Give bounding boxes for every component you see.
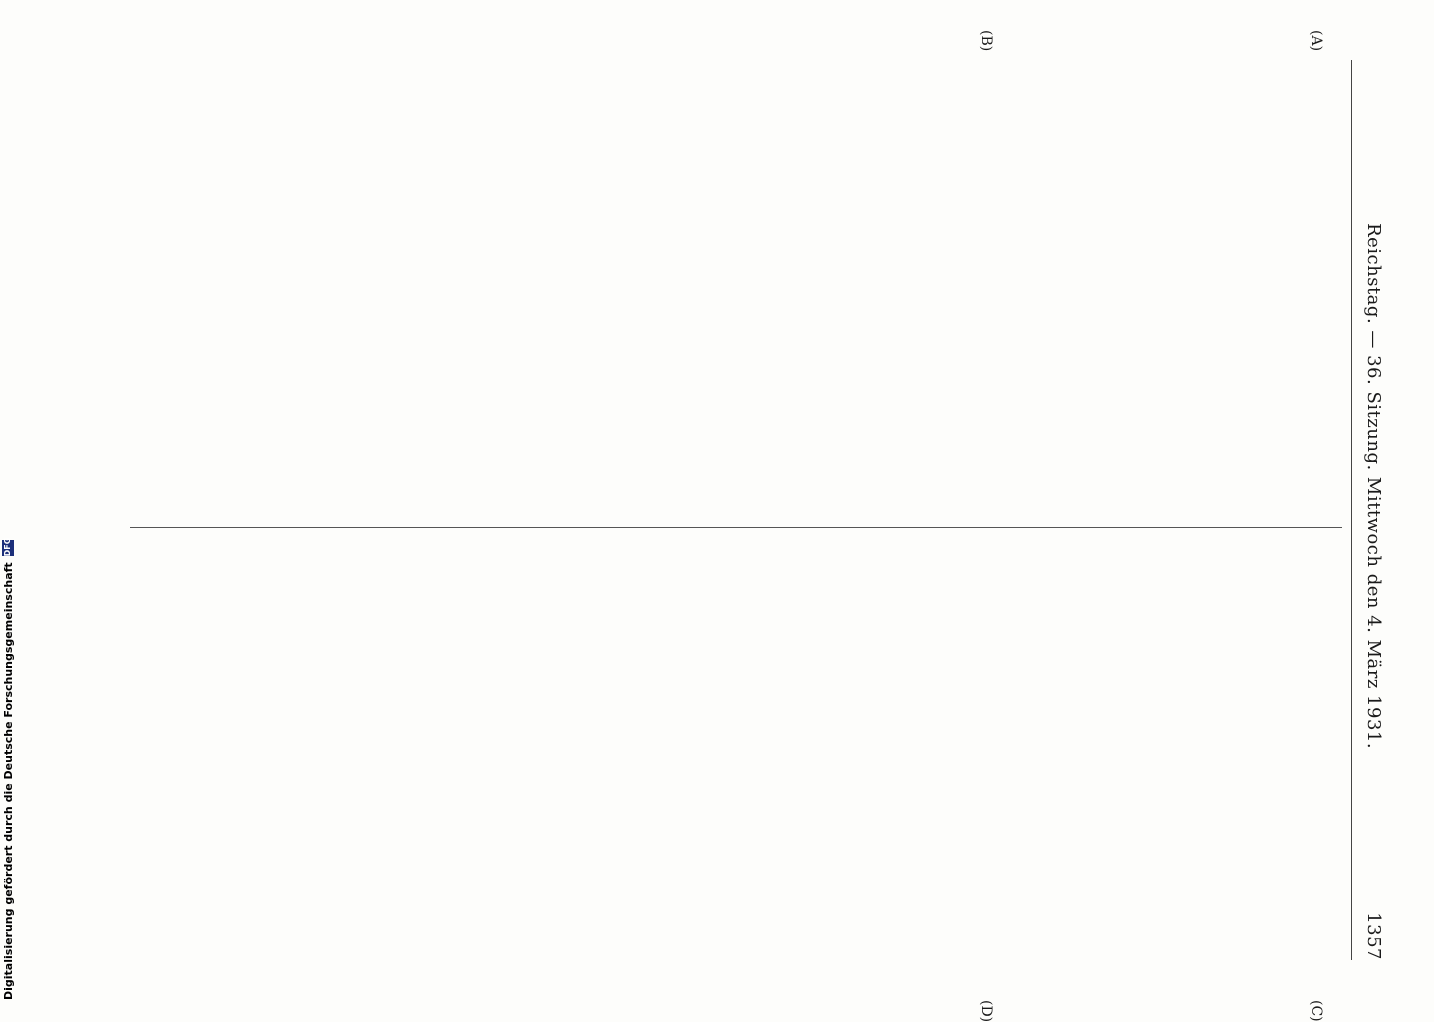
dfg-logo-icon: DFG (3, 537, 12, 557)
page-number: 1357 (1363, 912, 1385, 960)
left-column (130, 60, 1342, 515)
page-header (1359, 60, 1389, 960)
marker-b: (B) (978, 30, 994, 52)
marker-a: (A) (1308, 30, 1324, 52)
credit-strip (0, 0, 16, 1000)
header-title: Reichstag. — 36. Sitzung. Mittwoch den 4. März 1931. (1363, 223, 1385, 750)
credit-text: Digitalisierung gefördert durch die Deutsche Forschungsgemeinschaft (1, 562, 15, 1000)
marker-c: (C) (1308, 1000, 1324, 1022)
column-divider (130, 527, 1342, 528)
header-rule (1351, 60, 1352, 960)
right-column (130, 540, 1342, 995)
marker-d: (D) (978, 1000, 994, 1022)
